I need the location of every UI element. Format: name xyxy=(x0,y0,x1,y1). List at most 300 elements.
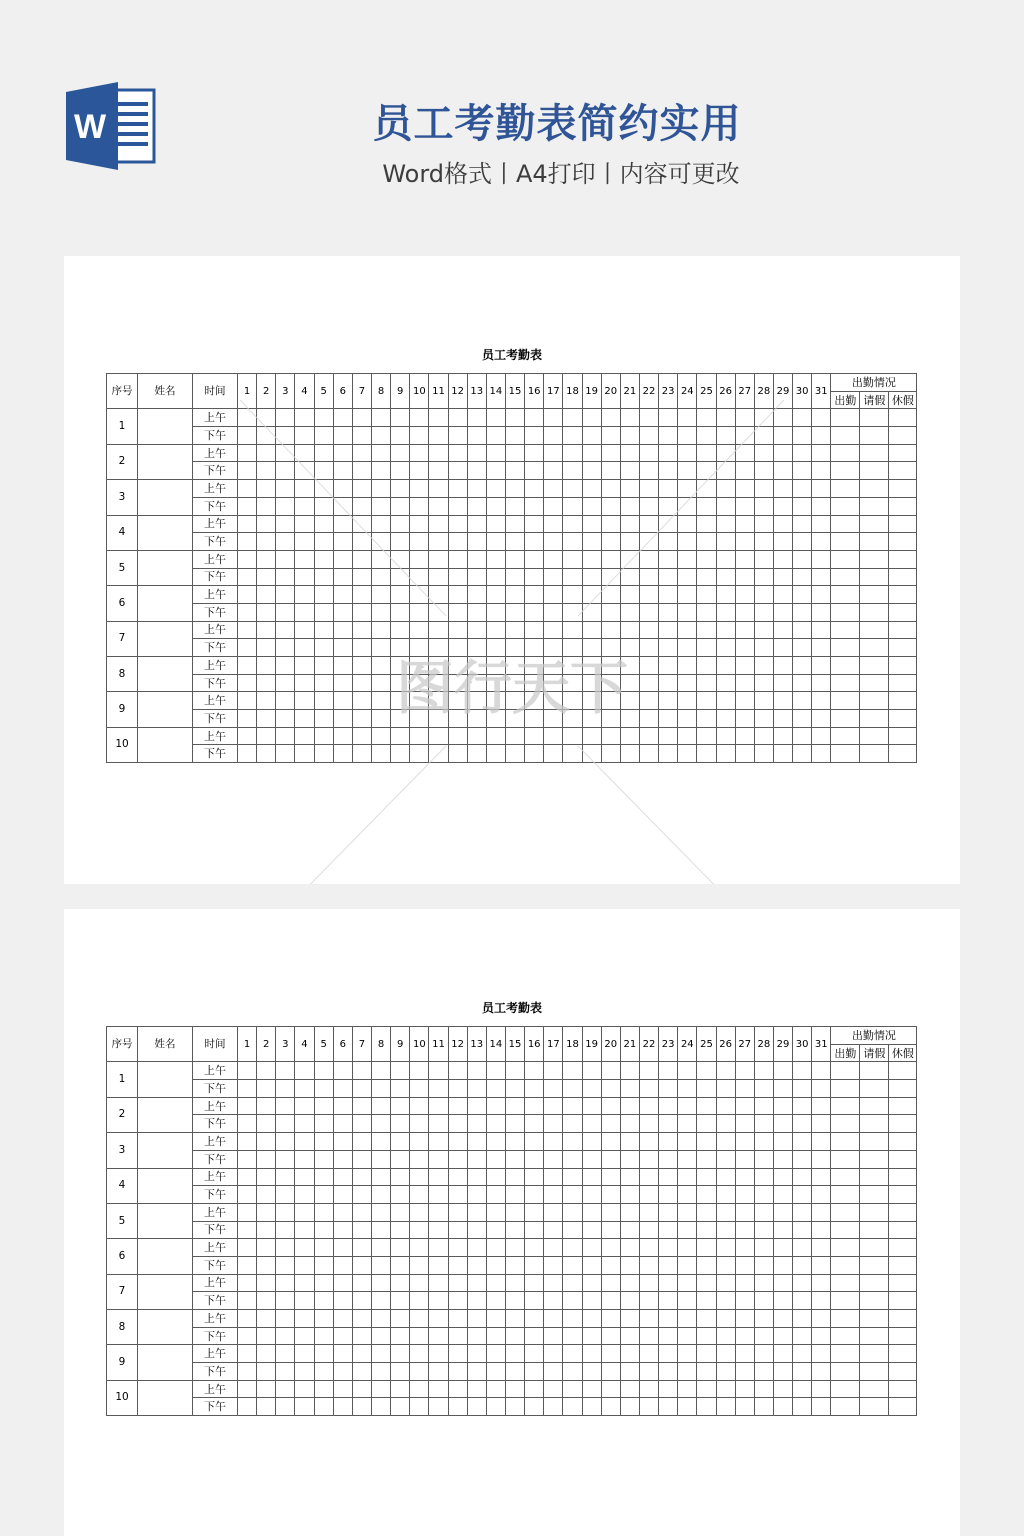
attendance-cell xyxy=(639,639,658,657)
attendance-cell xyxy=(659,745,678,763)
attendance-cell xyxy=(889,639,917,657)
attendance-cell xyxy=(525,639,544,657)
attendance-cell xyxy=(754,409,773,427)
attendance-cell xyxy=(793,462,812,480)
attendance-cell xyxy=(295,1274,314,1292)
attendance-cell xyxy=(448,692,467,710)
attendance-cell xyxy=(276,515,295,533)
attendance-cell xyxy=(371,1133,390,1151)
attendance-cell xyxy=(314,745,333,763)
attendance-cell xyxy=(831,1292,860,1310)
attendance-cell xyxy=(735,1150,754,1168)
attendance-cell xyxy=(314,1380,333,1398)
attendance-cell xyxy=(257,1168,276,1186)
header-day: 26 xyxy=(716,1027,735,1062)
attendance-cell xyxy=(678,1133,697,1151)
attendance-cell xyxy=(831,1203,860,1221)
attendance-cell xyxy=(391,657,410,675)
header-day: 13 xyxy=(467,1027,486,1062)
row-seq: 8 xyxy=(107,1310,138,1345)
attendance-cell xyxy=(352,1274,371,1292)
attendance-cell xyxy=(448,480,467,498)
attendance-cell xyxy=(525,710,544,728)
attendance-cell xyxy=(371,1186,390,1204)
period-am: 上午 xyxy=(193,727,238,745)
header-day: 21 xyxy=(620,1027,639,1062)
attendance-cell xyxy=(276,550,295,568)
attendance-cell xyxy=(563,1115,582,1133)
row-seq: 1 xyxy=(107,409,138,444)
attendance-cell xyxy=(678,674,697,692)
table-row xyxy=(107,427,917,445)
attendance-cell xyxy=(601,1256,620,1274)
attendance-cell xyxy=(563,621,582,639)
attendance-cell xyxy=(448,745,467,763)
watermark-text: 图行天下 xyxy=(395,654,629,722)
attendance-cell xyxy=(410,533,429,551)
attendance-cell xyxy=(601,1274,620,1292)
attendance-cell xyxy=(601,1186,620,1204)
attendance-cell xyxy=(467,1274,486,1292)
header-time: 时间 xyxy=(193,1027,238,1062)
attendance-cell xyxy=(505,515,524,533)
attendance-cell xyxy=(238,1133,257,1151)
attendance-cell xyxy=(735,409,754,427)
attendance-cell xyxy=(238,1097,257,1115)
attendance-cell xyxy=(391,550,410,568)
attendance-cell xyxy=(391,444,410,462)
attendance-cell xyxy=(773,1115,792,1133)
attendance-cell xyxy=(716,603,735,621)
attendance-cell xyxy=(678,710,697,728)
attendance-cell xyxy=(505,1292,524,1310)
attendance-cell xyxy=(678,1380,697,1398)
attendance-cell xyxy=(544,1150,563,1168)
attendance-cell xyxy=(295,1168,314,1186)
table-row xyxy=(107,1097,917,1115)
table-row xyxy=(107,444,917,462)
attendance-cell xyxy=(889,1380,917,1398)
attendance-cell xyxy=(486,727,505,745)
attendance-cell xyxy=(582,1239,601,1257)
attendance-cell xyxy=(812,692,831,710)
attendance-cell xyxy=(601,1115,620,1133)
attendance-cell xyxy=(371,533,390,551)
attendance-cell xyxy=(716,1097,735,1115)
attendance-cell xyxy=(352,603,371,621)
attendance-cell xyxy=(467,1203,486,1221)
attendance-cell xyxy=(889,1292,917,1310)
attendance-cell xyxy=(889,745,917,763)
period-pm: 下午 xyxy=(193,497,238,515)
attendance-cell xyxy=(659,1310,678,1328)
attendance-cell xyxy=(582,586,601,604)
attendance-cell xyxy=(486,1133,505,1151)
attendance-cell xyxy=(238,1168,257,1186)
attendance-cell xyxy=(754,586,773,604)
attendance-cell xyxy=(467,727,486,745)
attendance-cell xyxy=(525,1168,544,1186)
attendance-cell xyxy=(525,515,544,533)
attendance-cell xyxy=(525,1097,544,1115)
attendance-cell xyxy=(333,444,352,462)
header-day: 31 xyxy=(812,1027,831,1062)
attendance-cell xyxy=(352,1256,371,1274)
attendance-cell xyxy=(238,1380,257,1398)
attendance-cell xyxy=(582,1256,601,1274)
header-day: 18 xyxy=(563,374,582,409)
attendance-cell xyxy=(639,1274,658,1292)
attendance-cell xyxy=(601,674,620,692)
attendance-cell xyxy=(659,444,678,462)
attendance-cell xyxy=(678,1327,697,1345)
attendance-cell xyxy=(601,745,620,763)
attendance-cell xyxy=(793,639,812,657)
attendance-cell xyxy=(467,427,486,445)
attendance-cell xyxy=(812,1186,831,1204)
attendance-cell xyxy=(812,1168,831,1186)
attendance-cell xyxy=(486,1080,505,1098)
attendance-cell xyxy=(448,1168,467,1186)
attendance-cell xyxy=(505,1097,524,1115)
attendance-cell xyxy=(391,1256,410,1274)
attendance-cell xyxy=(238,1115,257,1133)
attendance-cell xyxy=(544,1186,563,1204)
attendance-cell xyxy=(754,639,773,657)
attendance-cell xyxy=(639,603,658,621)
attendance-cell xyxy=(889,1080,917,1098)
attendance-cell xyxy=(620,621,639,639)
attendance-cell xyxy=(276,745,295,763)
attendance-cell xyxy=(793,674,812,692)
attendance-cell xyxy=(352,1097,371,1115)
attendance-cell xyxy=(659,639,678,657)
attendance-cell xyxy=(371,1097,390,1115)
attendance-cell xyxy=(467,639,486,657)
attendance-cell xyxy=(276,674,295,692)
attendance-cell xyxy=(793,1097,812,1115)
attendance-cell xyxy=(544,444,563,462)
row-name-cell xyxy=(138,586,193,621)
attendance-cell xyxy=(754,444,773,462)
attendance-cell xyxy=(429,515,448,533)
attendance-cell xyxy=(860,568,889,586)
attendance-cell xyxy=(563,1186,582,1204)
attendance-cell xyxy=(467,1221,486,1239)
attendance-cell xyxy=(525,1239,544,1257)
attendance-cell xyxy=(773,427,792,445)
attendance-cell xyxy=(333,1292,352,1310)
attendance-cell xyxy=(754,1292,773,1310)
attendance-cell xyxy=(448,1256,467,1274)
attendance-cell xyxy=(659,515,678,533)
attendance-cell xyxy=(697,409,716,427)
attendance-cell xyxy=(601,710,620,728)
attendance-cell xyxy=(429,1150,448,1168)
word-logo-letter: W xyxy=(73,108,107,146)
attendance-cell xyxy=(486,657,505,675)
attendance-cell xyxy=(639,409,658,427)
attendance-cell xyxy=(563,1256,582,1274)
attendance-cell xyxy=(257,1221,276,1239)
attendance-cell xyxy=(448,409,467,427)
attendance-cell xyxy=(238,621,257,639)
attendance-cell xyxy=(314,1398,333,1416)
attendance-cell xyxy=(716,1274,735,1292)
attendance-cell xyxy=(678,586,697,604)
attendance-cell xyxy=(391,1168,410,1186)
attendance-cell xyxy=(735,1363,754,1381)
attendance-cell xyxy=(391,1363,410,1381)
attendance-cell xyxy=(831,586,860,604)
attendance-cell xyxy=(889,1186,917,1204)
attendance-cell xyxy=(352,639,371,657)
attendance-cell xyxy=(276,710,295,728)
attendance-cell xyxy=(257,1274,276,1292)
header-attendance-3: 休假 xyxy=(889,1044,917,1062)
attendance-cell xyxy=(352,515,371,533)
attendance-cell xyxy=(391,480,410,498)
attendance-cell xyxy=(525,1256,544,1274)
attendance-cell xyxy=(639,1310,658,1328)
attendance-cell xyxy=(601,727,620,745)
attendance-cell xyxy=(391,1327,410,1345)
attendance-cell xyxy=(486,1097,505,1115)
attendance-cell xyxy=(601,1203,620,1221)
attendance-cell xyxy=(793,692,812,710)
attendance-cell xyxy=(314,1327,333,1345)
attendance-cell xyxy=(525,409,544,427)
attendance-cell xyxy=(754,1097,773,1115)
attendance-cell xyxy=(257,1380,276,1398)
attendance-cell xyxy=(525,1363,544,1381)
attendance-cell xyxy=(582,497,601,515)
attendance-cell xyxy=(659,427,678,445)
attendance-cell xyxy=(716,1221,735,1239)
attendance-cell xyxy=(525,1062,544,1080)
attendance-cell xyxy=(352,533,371,551)
attendance-cell xyxy=(544,603,563,621)
attendance-cell xyxy=(410,1274,429,1292)
attendance-cell xyxy=(525,480,544,498)
attendance-cell xyxy=(391,1398,410,1416)
attendance-cell xyxy=(410,1115,429,1133)
attendance-cell xyxy=(812,621,831,639)
attendance-cell xyxy=(276,1062,295,1080)
attendance-cell xyxy=(563,745,582,763)
attendance-cell xyxy=(754,1310,773,1328)
attendance-cell xyxy=(257,1310,276,1328)
attendance-cell xyxy=(333,1133,352,1151)
header-day: 17 xyxy=(544,374,563,409)
attendance-cell xyxy=(448,444,467,462)
attendance-cell xyxy=(371,1274,390,1292)
attendance-cell xyxy=(314,1256,333,1274)
attendance-cell xyxy=(410,745,429,763)
attendance-cell xyxy=(410,409,429,427)
attendance-cell xyxy=(333,1062,352,1080)
attendance-cell xyxy=(773,1168,792,1186)
attendance-cell xyxy=(659,692,678,710)
attendance-cell xyxy=(620,1133,639,1151)
header-day: 16 xyxy=(525,374,544,409)
row-name-cell xyxy=(138,657,193,692)
period-pm: 下午 xyxy=(193,533,238,551)
header-day: 3 xyxy=(276,374,295,409)
attendance-cell xyxy=(505,1363,524,1381)
attendance-cell xyxy=(429,710,448,728)
attendance-cell xyxy=(831,727,860,745)
attendance-cell xyxy=(371,515,390,533)
row-name-cell xyxy=(138,621,193,656)
attendance-cell xyxy=(889,1203,917,1221)
row-seq: 7 xyxy=(107,621,138,656)
attendance-cell xyxy=(371,462,390,480)
attendance-cell xyxy=(276,1274,295,1292)
attendance-cell xyxy=(544,1292,563,1310)
row-seq: 3 xyxy=(107,480,138,515)
attendance-cell xyxy=(276,1203,295,1221)
row-seq: 2 xyxy=(107,444,138,479)
header-day: 28 xyxy=(754,1027,773,1062)
attendance-cell xyxy=(333,586,352,604)
attendance-cell xyxy=(352,1133,371,1151)
attendance-cell xyxy=(582,1080,601,1098)
attendance-cell xyxy=(352,657,371,675)
attendance-cell xyxy=(773,1097,792,1115)
attendance-cell xyxy=(544,1363,563,1381)
period-am: 上午 xyxy=(193,692,238,710)
attendance-cell xyxy=(889,727,917,745)
attendance-cell xyxy=(735,1097,754,1115)
attendance-cell xyxy=(659,1256,678,1274)
attendance-cell xyxy=(391,639,410,657)
attendance-cell xyxy=(860,727,889,745)
attendance-cell xyxy=(333,1345,352,1363)
attendance-cell xyxy=(639,1133,658,1151)
attendance-table xyxy=(106,1026,917,1416)
attendance-cell xyxy=(831,1115,860,1133)
attendance-cell xyxy=(486,462,505,480)
attendance-cell xyxy=(505,1062,524,1080)
attendance-cell xyxy=(620,1292,639,1310)
attendance-cell xyxy=(812,1133,831,1151)
attendance-cell xyxy=(860,1221,889,1239)
attendance-cell xyxy=(601,1133,620,1151)
attendance-cell xyxy=(773,710,792,728)
attendance-cell xyxy=(410,427,429,445)
attendance-cell xyxy=(754,1274,773,1292)
attendance-cell xyxy=(601,621,620,639)
attendance-cell xyxy=(333,1363,352,1381)
attendance-cell xyxy=(860,1150,889,1168)
attendance-cell xyxy=(486,1256,505,1274)
attendance-cell xyxy=(295,427,314,445)
attendance-cell xyxy=(601,550,620,568)
attendance-cell xyxy=(697,1115,716,1133)
table-row xyxy=(107,1150,917,1168)
attendance-cell xyxy=(697,550,716,568)
attendance-cell xyxy=(773,1221,792,1239)
attendance-cell xyxy=(860,1256,889,1274)
attendance-cell xyxy=(448,1327,467,1345)
attendance-cell xyxy=(544,409,563,427)
attendance-cell xyxy=(257,1150,276,1168)
period-am: 上午 xyxy=(193,550,238,568)
attendance-cell xyxy=(716,1203,735,1221)
attendance-cell xyxy=(601,586,620,604)
attendance-cell xyxy=(716,1327,735,1345)
attendance-cell xyxy=(678,1256,697,1274)
attendance-cell xyxy=(563,1398,582,1416)
header-day: 23 xyxy=(659,1027,678,1062)
attendance-cell xyxy=(889,1150,917,1168)
attendance-cell xyxy=(582,1345,601,1363)
header-row xyxy=(107,1027,917,1045)
attendance-cell xyxy=(371,586,390,604)
attendance-cell xyxy=(505,1133,524,1151)
attendance-cell xyxy=(831,1080,860,1098)
period-am: 上午 xyxy=(193,480,238,498)
attendance-cell xyxy=(582,1363,601,1381)
attendance-cell xyxy=(295,1186,314,1204)
attendance-cell xyxy=(793,1310,812,1328)
attendance-cell xyxy=(716,1292,735,1310)
attendance-cell xyxy=(773,568,792,586)
attendance-cell xyxy=(486,1345,505,1363)
attendance-cell xyxy=(620,1310,639,1328)
attendance-cell xyxy=(563,586,582,604)
attendance-cell xyxy=(659,1221,678,1239)
table-row xyxy=(107,710,917,728)
attendance-cell xyxy=(697,462,716,480)
attendance-cell xyxy=(860,1168,889,1186)
attendance-cell xyxy=(735,1080,754,1098)
attendance-cell xyxy=(544,533,563,551)
table-row xyxy=(107,1327,917,1345)
attendance-cell xyxy=(620,1097,639,1115)
attendance-cell xyxy=(697,1345,716,1363)
attendance-cell xyxy=(563,1168,582,1186)
attendance-cell xyxy=(831,674,860,692)
attendance-cell xyxy=(639,1256,658,1274)
header-day: 11 xyxy=(429,1027,448,1062)
attendance-cell xyxy=(333,639,352,657)
attendance-cell xyxy=(716,1115,735,1133)
attendance-cell xyxy=(410,1363,429,1381)
attendance-cell xyxy=(525,745,544,763)
row-name-cell xyxy=(138,515,193,550)
attendance-cell xyxy=(659,1115,678,1133)
attendance-cell xyxy=(860,710,889,728)
attendance-cell xyxy=(352,409,371,427)
attendance-cell xyxy=(505,1150,524,1168)
attendance-cell xyxy=(505,1398,524,1416)
period-pm: 下午 xyxy=(193,427,238,445)
attendance-cell xyxy=(716,692,735,710)
attendance-cell xyxy=(889,1133,917,1151)
attendance-cell xyxy=(238,462,257,480)
header-day: 22 xyxy=(639,374,658,409)
attendance-cell xyxy=(448,1398,467,1416)
attendance-cell xyxy=(429,1398,448,1416)
attendance-cell xyxy=(505,586,524,604)
attendance-cell xyxy=(831,1221,860,1239)
attendance-cell xyxy=(563,1292,582,1310)
attendance-cell xyxy=(812,586,831,604)
attendance-cell xyxy=(238,533,257,551)
attendance-cell xyxy=(314,1115,333,1133)
